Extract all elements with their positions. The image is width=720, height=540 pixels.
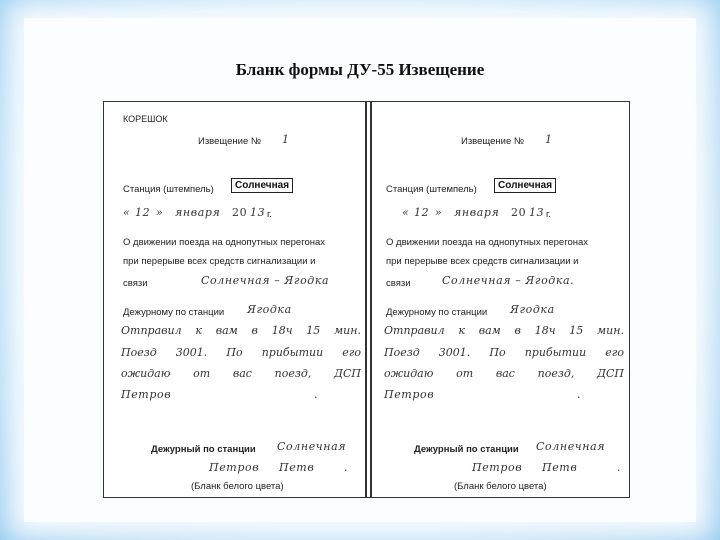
message-word: в: [251, 324, 258, 337]
message-line-3: [384, 367, 624, 380]
route: Солнечная – Ягодка.: [442, 274, 575, 287]
duty-from-label: Дежурный по станции: [151, 444, 256, 455]
message-word: мин.: [597, 324, 624, 337]
date-close: »: [156, 206, 164, 219]
station-label: Станция (штемпель): [386, 184, 477, 195]
message-word: к: [195, 324, 202, 337]
message-word: Поезд: [384, 346, 420, 359]
signature-end: .: [344, 461, 349, 474]
message-word: Поезд: [121, 346, 157, 359]
message-word: поезд,: [537, 367, 575, 380]
message-word: мин.: [334, 324, 361, 337]
message-last: Петров: [384, 388, 435, 401]
notice-number-label: Извещение №: [461, 136, 525, 147]
duty-from-station: Солнечная: [536, 440, 606, 453]
message-word: к: [458, 324, 465, 337]
message-word: 15: [306, 324, 321, 337]
form-notice: [382, 102, 632, 497]
message-word: его: [605, 346, 624, 359]
duty-to-station: Ягодка: [510, 303, 555, 316]
notice-number: 1: [282, 133, 290, 146]
message-word: вас: [232, 367, 252, 380]
date-close: »: [435, 206, 443, 219]
cut-line: [370, 102, 372, 497]
message-line-3: [121, 367, 361, 380]
duty-to-label: Дежурному по станции: [123, 307, 225, 318]
text-line-1: О движении поезда на однопутных перегонах: [123, 237, 326, 248]
message-word: вас: [495, 367, 515, 380]
message-word: По: [226, 346, 243, 359]
message-line-1: [384, 324, 624, 337]
signature-end: .: [617, 461, 622, 474]
message-word: 18ч: [534, 324, 556, 337]
date-year: 13: [250, 206, 266, 219]
duty-from-label: Дежурный по станции: [414, 444, 519, 455]
date-day: 12: [414, 206, 430, 219]
message-word: ожидаю: [384, 367, 434, 380]
message-line-2: [121, 346, 361, 359]
station-stamp: Солнечная: [231, 178, 293, 193]
signature-name: Петров: [209, 461, 260, 474]
message-word: Отправил: [121, 324, 182, 337]
signature-name: Петров: [472, 461, 523, 474]
station-stamp: Солнечная: [494, 178, 556, 193]
text-line-2: при перерыве всех средств сигнализации и: [386, 256, 579, 267]
station-label: Станция (штемпель): [123, 184, 214, 195]
notice-number-label: Извещение №: [198, 136, 262, 147]
form-stub: [119, 102, 369, 497]
message-word: прибытии: [524, 346, 587, 359]
date-year-prefix: 20: [232, 206, 248, 219]
form-footer: (Бланк белого цвета): [454, 481, 547, 492]
date-year: 13: [529, 206, 545, 219]
duty-to-station: Ягодка: [247, 303, 292, 316]
signature-sign: Петв: [279, 461, 315, 474]
message-line-2: [384, 346, 624, 359]
message-word: в: [514, 324, 521, 337]
message-last: Петров: [121, 388, 172, 401]
message-word: 15: [569, 324, 584, 337]
message-end: .: [314, 388, 319, 401]
date-year-prefix: 20: [511, 206, 527, 219]
route: Солнечная – Ягодка: [201, 274, 330, 287]
message-word: ДСП: [334, 367, 361, 380]
message-end: .: [577, 388, 582, 401]
message-word: вам: [478, 324, 501, 337]
date-month: января: [175, 206, 221, 219]
date-month: января: [454, 206, 500, 219]
notice-number: 1: [545, 133, 553, 146]
message-line-1: [121, 324, 361, 337]
stub-label: КОРЕШОК: [123, 114, 168, 124]
duty-from-station: Солнечная: [277, 440, 347, 453]
message-word: ДСП: [597, 367, 624, 380]
message-word: 3001.: [438, 346, 471, 359]
message-word: прибытии: [261, 346, 324, 359]
text-line-1: О движении поезда на однопутных перегонах: [386, 237, 589, 248]
message-word: Отправил: [384, 324, 445, 337]
notice-form: [103, 101, 630, 498]
message-word: По: [489, 346, 506, 359]
date-open: «: [123, 206, 131, 219]
text-line-3: связи: [386, 278, 411, 289]
message-word: 3001.: [175, 346, 208, 359]
date-year-suffix: г.: [267, 209, 272, 220]
duty-to-label: Дежурному по станции: [386, 307, 488, 318]
message-word: поезд,: [274, 367, 312, 380]
message-word: 18ч: [271, 324, 293, 337]
message-word: ожидаю: [121, 367, 171, 380]
form-footer: (Бланк белого цвета): [191, 481, 284, 492]
date-year-suffix: г.: [546, 209, 551, 220]
message-word: от: [456, 367, 474, 380]
text-line-3: связи: [123, 278, 148, 289]
page-title: Бланк формы ДУ-55 Извещение: [235, 60, 485, 79]
date-open: «: [402, 206, 410, 219]
text-line-2: при перерыве всех средств сигнализации и: [123, 256, 316, 267]
message-word: его: [342, 346, 361, 359]
message-word: вам: [215, 324, 238, 337]
date-day: 12: [135, 206, 151, 219]
message-word: от: [193, 367, 211, 380]
signature-sign: Петв: [542, 461, 578, 474]
